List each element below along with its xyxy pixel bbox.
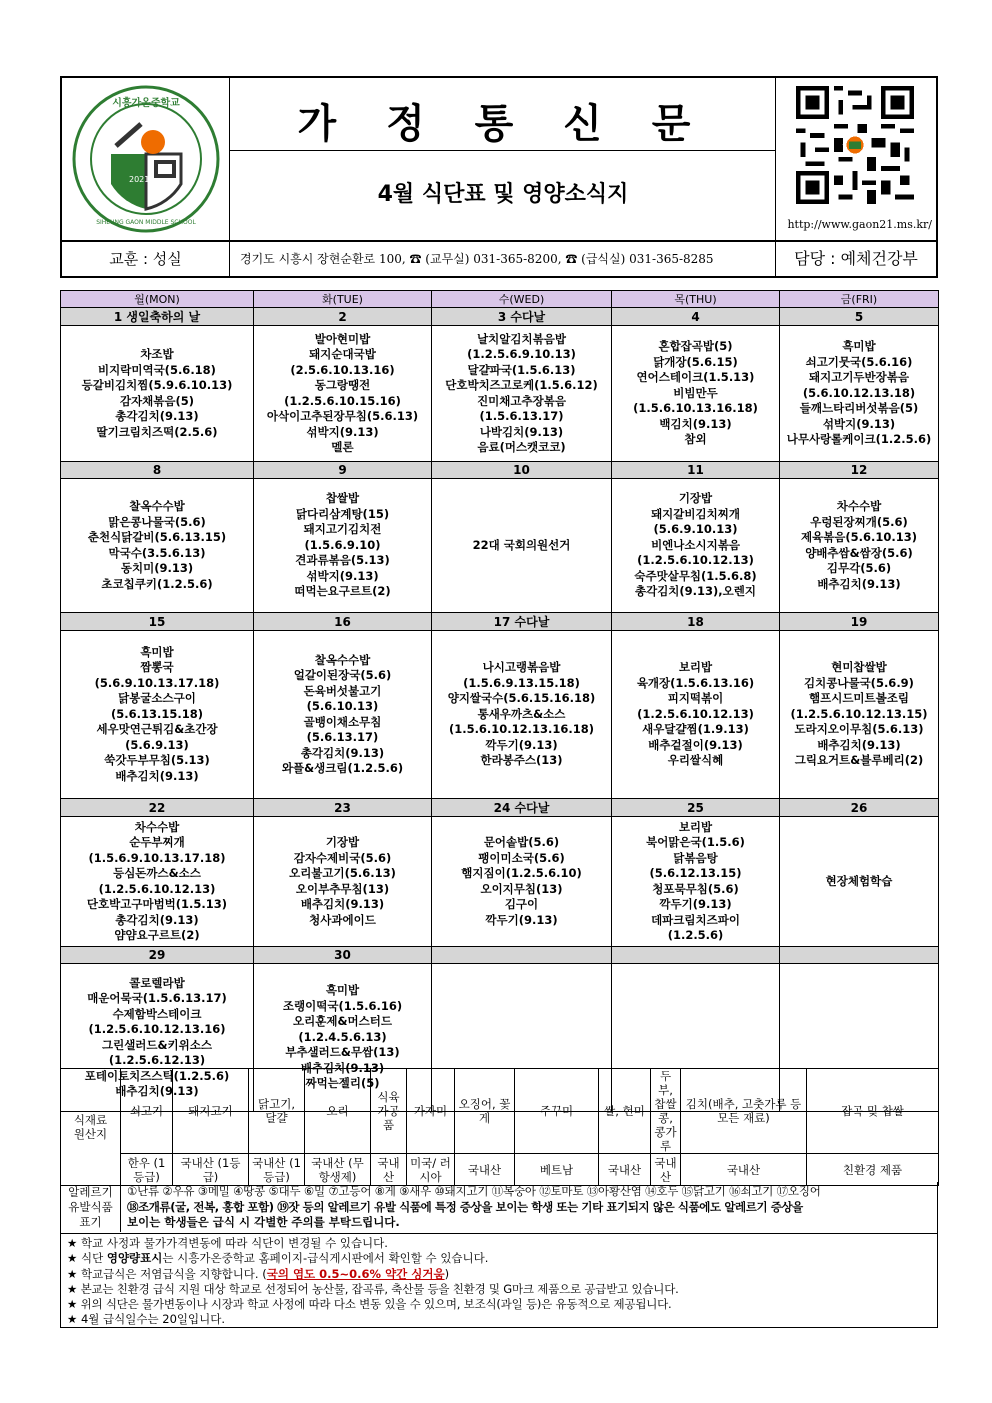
menu-item: 총각김치(9.13) — [115, 409, 199, 423]
origin-item-value: 국내산 (1등급) — [249, 1154, 305, 1186]
date-cell-thu: 4 — [612, 308, 780, 326]
origin-item-name: 잡곡 및 찹쌀 — [807, 1069, 939, 1154]
menu-row — [61, 631, 939, 799]
origin-value-row — [61, 1154, 939, 1186]
menu-cell-fri — [780, 326, 939, 462]
date-cell-thu: 11 — [612, 462, 780, 479]
menu-item: 부추샐러드&무쌈(13) — [285, 1045, 400, 1060]
date-cell-wed — [432, 947, 612, 964]
menu-cell-fri — [780, 631, 939, 799]
note-3-suffix: ) — [444, 1266, 450, 1281]
menu-item: 흑미밥 — [140, 644, 174, 659]
date-cell-fri: 12 — [780, 462, 939, 479]
note-3 — [67, 1267, 931, 1282]
note-1: ★ 학교 사정과 물가가격변동에 따라 식단이 변경될 수 있습니다. — [67, 1236, 388, 1250]
meal-menu-table — [60, 290, 939, 1112]
school-address: 경기도 시흥시 장현순환로 100, ☎ (교무실) 031-365-8200, ☎ (급식실) 031-365-8285 — [230, 242, 776, 276]
origin-item-value: 국내 산 — [371, 1154, 407, 1186]
date-cell-wed: 10 — [432, 462, 612, 479]
menu-cell-wed — [432, 326, 612, 462]
menu-item: (5.6.10.12.13.18) — [802, 385, 916, 400]
menu-item: 감자수제비국(5.6) — [293, 850, 392, 865]
date-cell-mon: 8 — [61, 462, 254, 479]
menu-cell-wed — [432, 631, 612, 799]
menu-item: 비지락미역국(5.6.18) — [98, 362, 216, 377]
date-cell-tue: 23 — [254, 799, 432, 817]
menu-item: 떠먹는요구르트(2) — [294, 584, 391, 599]
menu-item: 비빔만두 — [673, 385, 718, 400]
menu-cell-tue — [254, 817, 432, 947]
menu-item: (1.2.5.6.12.13) — [108, 1053, 206, 1067]
menu-item: 배추김치(9.13) — [300, 1060, 385, 1075]
menu-item: (1.2.5.6.10.12.13) — [637, 553, 754, 568]
menu-item: (1.2.5.6) — [667, 928, 724, 942]
origin-item-name: 오징어, 꽃게 — [455, 1069, 515, 1154]
menu-item: 도라지오이무침(5.6.13) — [794, 722, 924, 737]
origin-item-value: 국내산 — [599, 1154, 651, 1186]
menu-item: (1.2.5.6.9.10.13) — [467, 347, 576, 361]
menu-cell-tue — [254, 326, 432, 462]
menu-item: 찰옥수수밥 — [314, 652, 371, 667]
weekday-wed: 수(WED) — [432, 291, 612, 308]
qr-cell — [776, 78, 936, 240]
menu-item: 문어솥밥(5.6) — [483, 835, 560, 849]
notes-section — [60, 1234, 938, 1328]
menu-item: 쇠고기뭇국(5.6.16) — [805, 354, 913, 369]
menu-item: 세우맛연근튀김&초간장 — [96, 722, 218, 737]
menu-item: 현미찹쌀밥 — [831, 660, 887, 675]
menu-item: 포테이토치즈스틱(1.2.5.6) — [84, 1068, 230, 1083]
origin-item-name: 오리 — [305, 1069, 371, 1154]
menu-item: 김무각(5.6) — [826, 561, 892, 575]
meal-menu-body — [61, 291, 939, 1112]
menu-item: 섞박지(9.13) — [306, 568, 379, 583]
menu-item: 배추김치(9.13) — [300, 897, 385, 911]
menu-item: 돼지순대국밥 — [309, 347, 376, 361]
menu-item: 섞박지(9.13) — [306, 424, 379, 439]
menu-cell-tue — [254, 479, 432, 613]
date-cell-tue: 16 — [254, 613, 432, 631]
menu-item: 제육볶음(5.6.10.13) — [800, 530, 918, 544]
menu-item: (1.2.5.6.10.12.13) — [637, 706, 754, 721]
date-cell-fri: 26 — [780, 799, 939, 817]
menu-item: 기장밥 — [678, 491, 713, 506]
menu-item: 오이부추무침(13) — [295, 881, 390, 896]
menu-item: 통새우까츠&소스 — [477, 706, 566, 721]
date-cell-thu: 25 — [612, 799, 780, 817]
menu-item: 피지떡볶이 — [667, 691, 724, 706]
menu-item: (1.2.5.6.10.15.16) — [284, 393, 401, 408]
date-row — [61, 308, 939, 326]
info-bar — [60, 242, 938, 278]
menu-item: 찹쌀밥 — [325, 491, 360, 506]
menu-item: 총각김치(9.13) — [115, 912, 199, 927]
date-cell-mon: 15 — [61, 613, 254, 631]
menu-item: 단호박치즈고로케(1.5.6.12) — [445, 378, 598, 392]
menu-item: 청사과에이드 — [309, 912, 376, 927]
weekday-mon: 월(MON) — [61, 291, 254, 308]
logo-top-text: 시흥가온중학교 — [112, 98, 180, 109]
date-cell-mon: 1 생일축하의 날 — [61, 308, 254, 326]
origin-item-value: 국내 산 — [651, 1154, 681, 1186]
date-cell-mon: 22 — [61, 799, 254, 817]
ingredient-origin-table — [60, 1068, 939, 1186]
origin-item-value: 국내산 — [455, 1154, 515, 1186]
menu-item: 달걀파국(1.5.6.13) — [467, 362, 576, 377]
weekday-fri: 금(FRI) — [780, 291, 939, 308]
menu-item: 북어맑은국(1.5.6) — [646, 835, 745, 849]
menu-item: 멜론 — [331, 440, 354, 454]
menu-item: 데파크림치즈파이 — [651, 912, 740, 927]
date-cell-fri — [780, 947, 939, 964]
note-3-highlight: 국의 염도 0.5~0.6% 약간 싱거움 — [266, 1266, 445, 1281]
origin-item-value: 베트남 — [515, 1154, 599, 1186]
menu-cell-thu — [612, 817, 780, 947]
menu-item: 흑미밥 — [325, 983, 360, 998]
weekday-tue: 화(TUE) — [254, 291, 432, 308]
menu-item: 날치알김치볶음밥 — [477, 331, 566, 346]
menu-item: 비엔나소시지볶음 — [651, 537, 740, 552]
menu-item: 딸기크림치즈떡(2.5.6) — [96, 424, 218, 439]
menu-item: 배추김치(9.13) — [115, 768, 199, 783]
menu-item: 총각김치(9.13),오렌지 — [634, 584, 757, 599]
origin-item-value: 친환경 제품 — [807, 1154, 939, 1186]
origin-item-name: 쌀, 현미 — [599, 1069, 651, 1154]
menu-item: 팽이미소국(5.6) — [478, 850, 565, 865]
menu-item: 차수수밥 — [134, 819, 180, 834]
menu-cell-wed — [432, 817, 612, 947]
page-title: 가 정 통 신 문 — [297, 100, 709, 147]
school-logo-cell — [62, 78, 230, 240]
menu-item: 연어스테이크(1.5.13) — [636, 370, 755, 385]
menu-item: 수제함박스테이크 — [112, 1006, 202, 1021]
menu-item: 총각김치(9.13) — [300, 745, 385, 760]
menu-item: 깍두기(9.13) — [659, 897, 732, 911]
menu-item: 22대 국회의원선거 — [472, 537, 571, 552]
school-motto: 교훈 : 성실 — [62, 242, 230, 276]
page-subtitle: 4월 식단표 및 영양소식지 — [377, 182, 629, 207]
menu-item: 닭다리삼계탕(15) — [295, 506, 390, 521]
menu-item: 감자채볶음(5) — [119, 393, 195, 408]
date-row — [61, 799, 939, 817]
menu-item: (5.6.10.13) — [306, 699, 379, 713]
menu-item: 닭봉굴소스구이 — [118, 691, 196, 706]
menu-item: 얼갈이된장국(5.6) — [293, 668, 392, 682]
origin-item-name: 주꾸미 — [515, 1069, 599, 1154]
date-cell-mon: 29 — [61, 947, 254, 964]
menu-cell-fri — [780, 479, 939, 613]
menu-item: 짬뽕국 — [140, 660, 174, 675]
menu-item: 햄프시드미트볼조림 — [809, 691, 909, 706]
menu-item: 동치미(9.13) — [120, 561, 194, 575]
menu-item: 기장밥 — [325, 835, 360, 849]
date-cell-tue: 9 — [254, 462, 432, 479]
allergy-info — [60, 1182, 938, 1234]
origin-item-value: 국내산 — [681, 1154, 807, 1186]
menu-item: 동그랑땡전 — [314, 378, 371, 392]
menu-item: 우렁된장찌개(5.6) — [810, 514, 908, 529]
menu-item: 김구이 — [504, 897, 539, 911]
note-2 — [67, 1251, 931, 1266]
menu-item: 오이지무침(13) — [480, 881, 563, 896]
menu-item: 견과류볶음(5.13) — [295, 553, 390, 568]
origin-item-name: 닭고기, 달걀 — [249, 1069, 305, 1154]
menu-item: 배추김치(9.13) — [817, 576, 901, 591]
origin-item-name: 식육 가공품 — [371, 1069, 407, 1154]
menu-item: 현장체험학습 — [825, 873, 893, 888]
menu-item: 그릭요거트&블루베리(2) — [794, 753, 924, 768]
origin-item-value: 국내산 (1등급) — [173, 1154, 249, 1186]
menu-item: 골뱅이채소무침 — [303, 714, 382, 729]
menu-item: 단호박고구마범벅(1.5.13) — [86, 897, 228, 911]
menu-item: (5.6.13.17) — [306, 730, 379, 744]
menu-item: 한라봉주스(13) — [480, 753, 563, 768]
menu-item: 나무사랑롤케이크(1.2.5.6) — [786, 432, 932, 447]
menu-item: 등심돈까스&소스 — [113, 866, 201, 880]
menu-item: 혼합잡곡밥(5) — [658, 339, 733, 354]
menu-item: 돼지고기김치전 — [303, 522, 382, 537]
note-6: ★ 4월 급식일수는 20일입니다. — [67, 1312, 225, 1327]
menu-item: (1.5.6.9.13.15.18) — [463, 675, 580, 690]
menu-item: 음료(머스캣코코) — [477, 440, 566, 454]
menu-item: 배추김치(9.13) — [817, 737, 901, 752]
menu-item: 들깨느타리버섯볶음(5) — [799, 401, 919, 416]
menu-item: 돼지고기두반장볶음 — [809, 370, 909, 385]
menu-item: (5.6.13.15.18) — [111, 706, 203, 721]
menu-item: 양지쌀국수(5.6.15.16.18) — [447, 691, 596, 706]
menu-item: 와플&생크림(1.2.5.6) — [281, 761, 404, 775]
menu-item: 보리밥 — [678, 819, 713, 834]
origin-name-row — [61, 1069, 939, 1154]
note-2-suffix: 는 시흥가온중학교 홈페이지-급식게시판에서 확인할 수 있습니다. — [162, 1251, 489, 1266]
menu-item: 햄지짐이(1.2.5.6.10) — [461, 866, 582, 880]
date-row — [61, 462, 939, 479]
menu-item: 새우달걀찜(1.9.13) — [642, 722, 749, 737]
school-logo — [71, 84, 221, 234]
menu-item: (1.2.5.6.10.12.13.16) — [88, 1022, 226, 1036]
date-cell-fri: 19 — [780, 613, 939, 631]
menu-cell-wed — [432, 479, 612, 613]
menu-item: 섞박지(9.13) — [822, 416, 896, 431]
note-4: ★ 본교는 친환경 급식 지원 대상 학교로 선정되어 농산물, 잡곡류, 축산물 등을 친환경 및 G마크 제품으로 공급받고 있습니다. — [67, 1281, 679, 1296]
menu-item: 깍두기(9.13) — [485, 737, 558, 752]
menu-item: 콜로렐라밥 — [129, 975, 185, 990]
logo-year: 2021 — [129, 175, 150, 184]
date-cell-wed: 3 수다날 — [432, 308, 612, 326]
menu-item: 등갈비김치찜(5.9.6.10.13) — [81, 378, 233, 392]
menu-row — [61, 326, 939, 462]
menu-item: 오리불고기(5.6.13) — [289, 866, 396, 880]
menu-item: 짜먹는젤리(5) — [305, 1076, 380, 1091]
menu-item: 찰옥수수밥 — [129, 499, 185, 513]
note-3-prefix: ★ 학교급식은 저염급식을 지향합니다. ( — [67, 1266, 267, 1281]
allergy-text — [127, 1184, 933, 1231]
menu-cell-mon — [61, 817, 254, 947]
title-cell — [230, 78, 776, 240]
menu-item: (1.5.6.10.13.16.18) — [633, 401, 758, 416]
menu-item: 흑미밥 — [842, 339, 876, 354]
menu-cell-thu — [612, 631, 780, 799]
menu-cell-thu — [612, 326, 780, 462]
allergy-line-1: ①난류 ②우유 ③메밀 ④땅콩 ⑤대두 ⑥밀 ⑦고등어 ⑧게 ⑨새우 ⑩돼지고기 ⑪복숭아 ⑫토마토 ⑬아황산염 ⑭호두 ⑮닭고기 ⑯쇠고기 ⑰오징어 — [127, 1184, 821, 1198]
menu-cell-mon — [61, 631, 254, 799]
menu-row — [61, 817, 939, 947]
allergy-label: 알레르기 유발식품 표기 — [61, 1182, 121, 1232]
menu-item: (5.6.9.10.13) — [653, 522, 738, 537]
menu-item: (1.5.6.10.12.13.16.18) — [448, 722, 595, 737]
menu-item: (2.5.6.10.13.16) — [290, 362, 395, 377]
menu-cell-thu — [612, 479, 780, 613]
menu-row — [61, 479, 939, 613]
origin-item-name: 돼지고기 — [173, 1069, 249, 1154]
menu-item: 보리밥 — [678, 660, 713, 675]
newsletter-header — [60, 76, 938, 242]
menu-item: 조랭이떡국(1.5.6.16) — [282, 998, 403, 1013]
menu-item: 그린샐러드&키위소스 — [101, 1037, 212, 1052]
menu-cell-mon — [61, 326, 254, 462]
origin-item-value: 국내산 (무항생제) — [305, 1154, 371, 1186]
menu-item: 돼지갈비김치찌개 — [651, 506, 740, 521]
menu-item: (1.5.6.13.17) — [479, 409, 564, 423]
allergy-line-3: 보이는 학생들은 급식 시 각별한 주의를 부탁드립니다. — [127, 1215, 400, 1229]
logo-bottom-text: SIHEUNG GAON MIDDLE SCHOOL — [96, 219, 196, 226]
menu-item: 오리훈제&머스터드 — [293, 1014, 392, 1029]
menu-item: 순두부찌개 — [129, 835, 185, 849]
menu-item: 닭볶음탕 — [673, 850, 718, 865]
menu-item: 우리쌀식혜 — [667, 753, 724, 768]
menu-item: 배추겉절이(9.13) — [648, 737, 743, 752]
note-2-prefix: ★ 식단 — [67, 1251, 107, 1266]
menu-item: 육개장(1.5.6.13.16) — [636, 675, 755, 690]
menu-item: 막국수(3.5.6.13) — [108, 545, 206, 560]
menu-cell-fri — [780, 817, 939, 947]
menu-item: 나박김치(9.13) — [479, 424, 564, 439]
menu-item: (5.6.9.10.13.17.18) — [94, 675, 220, 690]
menu-item: 나시고랭볶음밥 — [482, 660, 561, 675]
menu-item: 김치콩나물국(5.6.9) — [804, 675, 914, 690]
note-2-bold: 영양량표시 — [106, 1251, 163, 1266]
menu-item: 차수수밥 — [836, 499, 882, 513]
menu-item: 참외 — [684, 432, 707, 447]
date-row — [61, 947, 939, 964]
origin-item-name: 두부, 찹쌀 콩, 콩가루 — [651, 1069, 681, 1154]
origin-item-value: 미국/ 러시아 — [407, 1154, 455, 1186]
date-row — [61, 613, 939, 631]
origin-label: 식재료 원산지 — [61, 1069, 121, 1186]
weekday-header-row — [61, 291, 939, 308]
date-cell-tue: 2 — [254, 308, 432, 326]
date-cell-wed: 24 수다날 — [432, 799, 612, 817]
date-cell-thu: 18 — [612, 613, 780, 631]
origin-item-name: 가자미 — [407, 1069, 455, 1154]
menu-item: 양배추쌈&쌈장(5.6) — [805, 545, 913, 560]
date-cell-thu — [612, 947, 780, 964]
menu-item: 배추김치(9.13) — [115, 1084, 199, 1098]
menu-item: 숙주맛살무침(1.5.6.8) — [634, 568, 757, 583]
menu-item: 청포묵무침(5.6) — [652, 881, 739, 896]
manager-department: 담당 : 예체건강부 — [794, 249, 918, 268]
date-cell-tue: 30 — [254, 947, 432, 964]
qr-code-icon[interactable] — [796, 86, 914, 204]
menu-item: 춘천식닭갈비(5.6.13.15) — [87, 530, 227, 544]
menu-item: 돈육버섯불고기 — [303, 683, 382, 698]
origin-item-name: 쇠고기 — [121, 1069, 173, 1154]
date-cell-wed: 17 수다날 — [432, 613, 612, 631]
menu-item: 백김치(9.13) — [659, 416, 732, 431]
menu-cell-tue — [254, 631, 432, 799]
menu-item: (1.5.6.9.10.13.17.18) — [88, 850, 226, 865]
website-url[interactable]: http://www.gaon21.ms.kr/ — [787, 218, 932, 231]
menu-item: (1.2.5.6.10.12.13.15) — [790, 706, 928, 721]
menu-cell-mon — [61, 479, 254, 613]
menu-item: (1.5.6.9.10) — [304, 537, 381, 552]
date-cell-fri: 5 — [780, 308, 939, 326]
menu-item: 맑은콩나물국(5.6) — [108, 514, 206, 529]
origin-item-name: 김치(배추, 고춧가루 등 모든 재료) — [681, 1069, 807, 1154]
menu-item: 차조밥 — [140, 347, 174, 361]
menu-item: (1.2.5.6.10.12.13) — [98, 881, 216, 896]
menu-item: (5.6.12.13.15) — [649, 866, 742, 880]
menu-item: 닭개장(5.6.15) — [653, 354, 738, 369]
menu-item: 매운어묵국(1.5.6.13.17) — [87, 991, 227, 1005]
menu-item: 진미채고추장볶음 — [477, 393, 566, 408]
menu-item: (1.2.4.5.6.13) — [298, 1029, 387, 1044]
note-5: ★ 위의 식단은 물가변동이나 시장과 학교 사정에 따라 다소 변동 있을 수 있으며, 보조식(과일 등)은 유동적으로 제공됩니다. — [67, 1297, 672, 1312]
menu-item: 얌얌요구르트(2) — [114, 928, 200, 942]
menu-item: 초코칩쿠키(1.2.5.6) — [101, 576, 213, 591]
origin-item-value: 한우 (1등급) — [121, 1154, 173, 1186]
weekday-thu: 목(THU) — [612, 291, 780, 308]
menu-item: 쑥갓두부무침(5.13) — [104, 753, 210, 768]
menu-item: 아삭이고추된장무침(5.6.13) — [266, 409, 419, 423]
menu-item: 발아현미밥 — [314, 331, 371, 346]
menu-item: (5.6.9.13) — [125, 737, 189, 752]
allergy-line-2: ⑱조개류(굴, 전복, 홍합 포함) ⑲잣 등의 알레르기 유발 식품에 특정 증상을 보이는 학생 또는 기타 표기되지 않은 식품에도 알레르기 증상을 — [127, 1199, 803, 1214]
menu-item: 깍두기(9.13) — [485, 912, 558, 927]
